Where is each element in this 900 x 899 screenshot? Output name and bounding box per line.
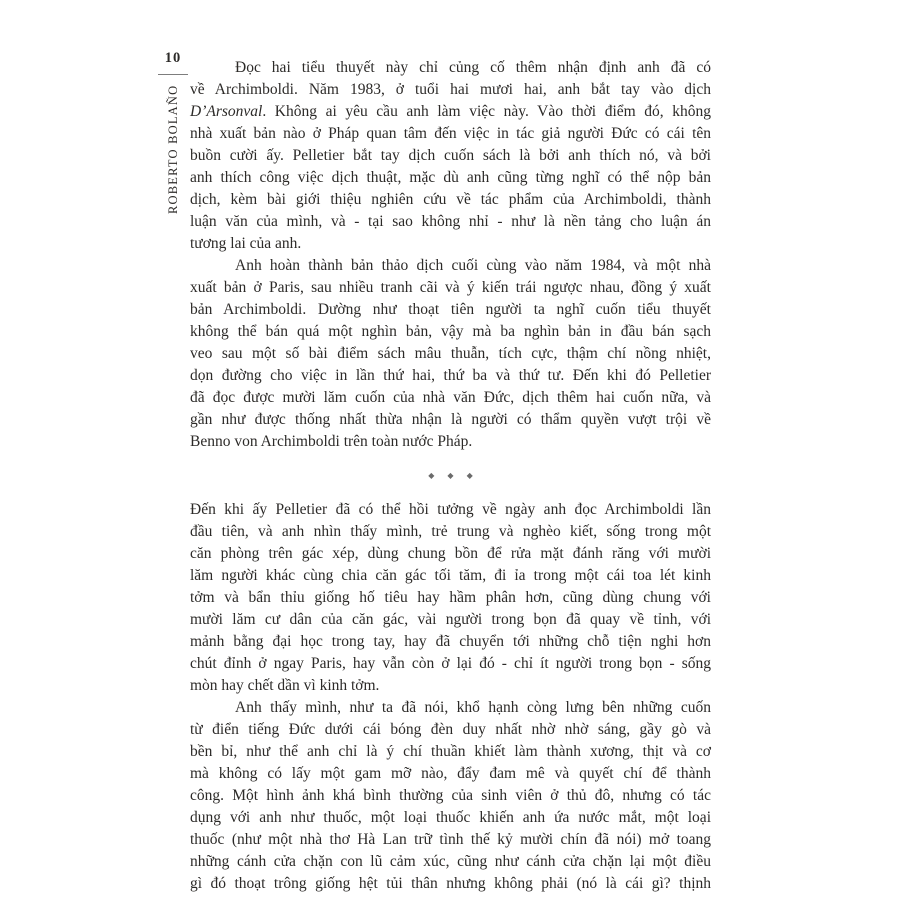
text-line: mảnh bằng đại học trong tay, hay đã chuyển tới những chỗ tiện nghi hơn (190, 633, 711, 650)
text-line: bản Archimboldi. Dường như thoạt tiên người ta nghĩ cuốn tiểu thuyết (190, 301, 711, 318)
text-line: chút đỉnh ở ngay Paris, hay vẫn còn ở lại đó - chỉ ít người trong bọn - sống (190, 655, 711, 672)
text-line: luận văn của mình, và - tại sao không nhỉ - như là nền tảng cho luận án (190, 213, 711, 230)
folio-rule (158, 74, 188, 75)
text-line: anh thích công việc dịch thuật, mặc dù anh cũng từng nghĩ có thể nộp bản (190, 169, 711, 186)
paragraph (190, 499, 711, 697)
text-line: bền bỉ, như thể anh chỉ là ý chí thuần khiết làm thành xương, thịt và cơ (190, 743, 711, 760)
text-line: nhà xuất bản nào ở Pháp quan tâm đến việc in tác giả người Đức có cái tên (190, 125, 711, 142)
text-line (190, 101, 711, 123)
text-line: những cánh cửa chặn con lũ cảm xúc, cũng như cánh cửa chặn lại một điều (190, 853, 711, 870)
text-line: lăm người khác cùng chia căn gác tối tăm, đi ỉa trong một cái toa lét kinh (190, 567, 711, 584)
text-line: xuất bản ở Paris, sau nhiều tranh cãi và ý kiến trái ngược nhau, đồng ý xuất (190, 279, 711, 296)
text-line: dịch, kèm bài giới thiệu nghiên cứu về tác phẩm của Archimboldi, thành (190, 191, 711, 208)
text-line: buồn cười ấy. Pelletier bắt tay dịch cuốn sách là bởi anh thích nó, và bởi (190, 147, 711, 164)
text-line: không thể bán quá một nghìn bản, vậy mà ba nghìn bản in đầu bán sạch (190, 323, 711, 340)
diamond-icon: ◆ (447, 471, 454, 480)
text-line: Anh thấy mình, như ta đã nói, khổ hạnh còng lưng bên những cuốn (235, 699, 711, 716)
text-line: tương lai của anh. (190, 235, 302, 252)
text-line: Đọc hai tiểu thuyết này chỉ củng cố thêm nhận định anh đã có (235, 59, 711, 76)
text-column (190, 57, 711, 895)
text-line: tởm và bẩn thỉu giống hố tiêu hay hầm phân hơn, cũng dùng chung với (190, 589, 711, 606)
text-line: về Archimboldi. Năm 1983, ở tuổi hai mươi hai, anh bắt tay vào dịch (190, 81, 711, 98)
text-line: mòn hay chết dần vì kinh tởm. (190, 677, 380, 694)
diamond-icon: ◆ (428, 471, 435, 480)
page-header-folio (152, 50, 194, 75)
paragraph (190, 57, 711, 255)
text-line: đầu tiên, và anh nhìn thấy mình, trẻ trung và nghèo kiết, sống trong một (190, 523, 711, 540)
italic-text: D’Arsonval (190, 103, 263, 120)
text-line: từ điển tiếng Đức dưới cái bóng đèn duy nhất nhờ nhờ sáng, gầy gò và (190, 721, 711, 738)
text-line: veo sau một số bài điểm sách mâu thuẫn, tích cực, thậm chí nồng nhiệt, (190, 345, 711, 362)
paragraph (190, 255, 711, 453)
text-line: Anh hoàn thành bản thảo dịch cuối cùng vào năm 1984, và một nhà (235, 257, 711, 274)
text-line: đã đọc được mười lăm cuốn của nhà văn Đức, dịch thêm hai cuốn nữa, và (190, 389, 711, 406)
text-line: Benno von Archimboldi trên toàn nước Pháp. (190, 433, 473, 450)
text-line: dụng với anh như thuốc, một loại thuốc khiến anh ứa nước mắt, một loại (190, 809, 711, 826)
text-line: gì đó thoạt trông giống hệt tủi thân nhưng không phải (nó là cái gì? thịnh (190, 875, 711, 892)
text-line: thuốc (như một nhà thơ Hà Lan trữ tình thế kỷ mười chín đã nói) mở toang (190, 831, 711, 848)
section-separator (190, 453, 711, 499)
text-line: công. Một hình ảnh khá bình thường của sinh viên ở thủ đô, nhưng có tác (190, 787, 711, 804)
text-segment: . Không ai yêu cầu anh làm việc này. Vào thời điểm đó, không (262, 103, 711, 120)
page-number: 10 (164, 50, 182, 66)
text-line: căn phòng trên gác xép, dùng chung bồn để rửa mặt đánh răng với mười (190, 545, 711, 562)
diamond-icon: ◆ (466, 471, 473, 480)
text-line: mười lăm cư dân của căn gác, vài người trong bọn đã quay về tỉnh, với (190, 611, 711, 628)
text-line: gần như được thống nhất thừa nhận là người có thẩm quyền vượt trội về (190, 411, 711, 428)
text-line: Đến khi ấy Pelletier đã có thể hồi tưởng về ngày anh đọc Archimboldi lần (190, 501, 711, 518)
author-name-vertical: ROBERTO BOLAÑO (166, 84, 180, 214)
text-line: mà không có lấy một gam mỡ nào, đẩy đam mê và quyết chí để thành (190, 765, 711, 782)
paragraph (190, 697, 711, 895)
text-line: dọn đường cho việc in lần thứ hai, thứ ba và thứ tư. Đến khi đó Pelletier (190, 367, 711, 384)
